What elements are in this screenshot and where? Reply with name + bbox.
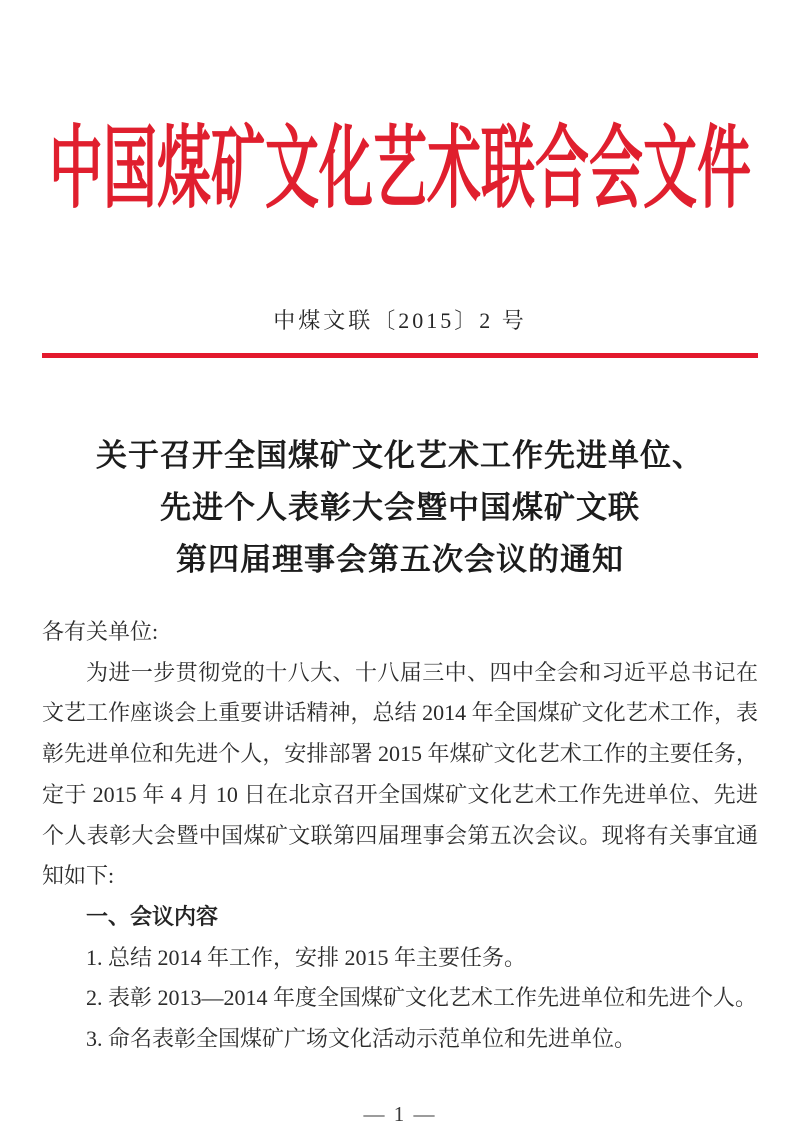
document-content [0,118,800,1060]
doc-reference-number: 中煤文联〔2015〕2 号 [273,308,527,333]
section-1-item-1: 1. 总结 2014 年工作，安排 2015 年主要任务。 [86,944,527,970]
doc-title-line-1: 关于召开全国煤矿文化艺术工作先进单位、 [96,438,704,473]
salutation: 各有关单位: [42,619,159,644]
intro-paragraph: 为进一步贯彻党的十八大、十八届三中、四中全会和习近平总书记在文艺工作座谈会上重要讲话精神，总结 2014 年全国煤矿文化艺术工作，表彰先进单位和先进个人，安排部署 2015 年煤矿文化艺术工作的主要任务，定于 2015 年 4 月 10 日在北京召开全国煤矿文化艺术工作先进单位、先进个人表彰大会暨中国煤矿文联第四届理事会第五次会议。现将有关事宜通知如下: [42,659,758,889]
letterhead-org-title: 中国煤矿文化艺术联合会文件 [48,120,752,219]
doc-title [42,430,758,586]
section-1-heading: 一、会议内容 [86,903,219,929]
section-1-item-3: 3. 命名表彰全国煤矿广场文化活动示范单位和先进单位。 [86,1026,637,1052]
doc-title-line-2: 先进个人表彰大会暨中国煤矿文联 [160,490,640,525]
section-1-item-2: 2. 表彰 2013—2014 年度全国煤矿文化艺术工作先进单位和先进个人。 [86,985,758,1011]
letterhead-red-rule [42,353,758,358]
doc-title-line-3: 第四届理事会第五次会议的通知 [176,542,624,577]
page-number: — 1 — [363,1102,437,1126]
doc-body [42,612,758,1060]
